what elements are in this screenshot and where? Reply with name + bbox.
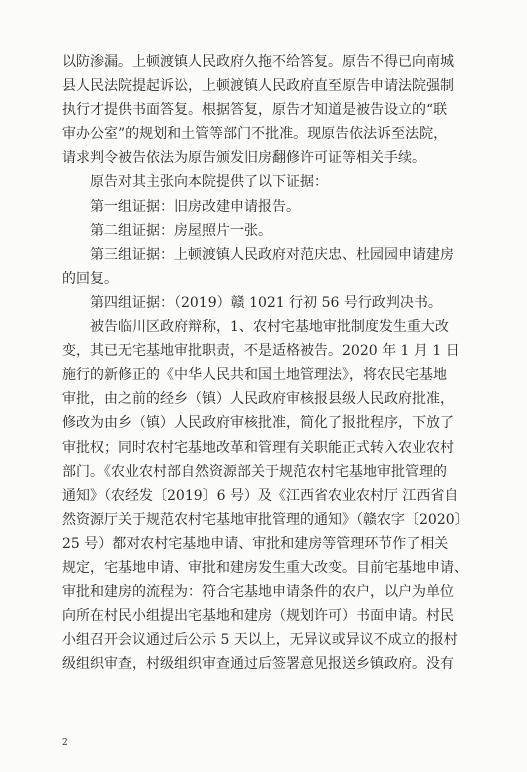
text-line: 施行的新修正的《中华人民共和国土地管理法》，将农民宅基地 [62,367,447,384]
text-line: 通知》（农经发〔2019〕6 号）及《江西省农业农村厅 江西省自 [62,487,459,504]
text-line: 级组织审查，村级组织审查通过后签署意见报送乡镇政府。没有 [62,656,454,673]
text-line: 第三组证据：上顿渡镇人民政府对范庆忠、杜园园申请建房 [90,246,454,263]
text-line: 以防渗漏。上顿渡镇人民政府久拖不给答复。原告不得已向南城 [62,54,454,70]
text-line: 25 号）都对农村宅基地申请、审批和建房等管理环节作了相关 [62,535,449,552]
text-line: 执行才提供书面答复。根据答复，原告才知道是被告设立的“联 [62,102,448,119]
text-line: 审批和建房的流程为：符合宅基地申请条件的农户，以户为单位 [62,584,454,601]
text-line: 的回复。 [62,270,118,287]
text-line: 修改为由乡（镇）人民政府审核批准，简化了报批程序，下放了 [62,415,454,432]
text-line: 第二组证据：房屋照片一张。 [90,222,272,239]
text-line: 部门。《农业农村部自然资源部关于规范农村宅基地审批管理的 [62,463,447,480]
text-line: 审批，由之前的经乡（镇）人民政府审核报县级人民政府批准， [62,391,454,408]
text-line: 原告对其主张向本院提供了以下证据： [90,174,328,191]
text-line: 被告临川区政府辩称，1、农村宅基地审批制度发生重大改 [90,319,449,336]
text-line: 第四组证据：（2019）赣 1021 行初 56 号行政判决书。 [90,294,442,311]
document-body [62,50,482,676]
text-line: 请求判令被告依法为原告颁发旧房翻修许可证等相关手续。 [62,150,426,167]
text-line: 县人民法院提起诉讼，上顿渡镇人民政府直至原告申请法院强制 [62,78,454,95]
text-line: 变，其已无宅基地审批职责，不是适格被告。2020 年 1 月 1 日 [62,343,460,360]
text-line: 审办公室”的规划和土管等部门不批准。现原告依法诉至法院， [62,126,448,143]
text-line: 规定，宅基地申请、审批和建房发生重大改变。目前宅基地申请、 [62,559,468,576]
text-line: 第一组证据：旧房改建申请报告。 [90,198,300,215]
text-line: 向所在村民小组提出宅基地和建房（规划许可）书面申请。村民 [62,608,454,625]
text-line: 小组召开会议通过后公示 5 天以上，无异议或异议不成立的报村 [62,632,458,649]
text-line: 然资源厅关于规范农村宅基地审批管理的通知》（赣农字〔2020〕 [62,511,469,528]
page-number: 2 [62,738,68,748]
text-line: 审批权；同时农村宅基地改革和管理有关职能正式转入农业农村 [62,439,454,456]
